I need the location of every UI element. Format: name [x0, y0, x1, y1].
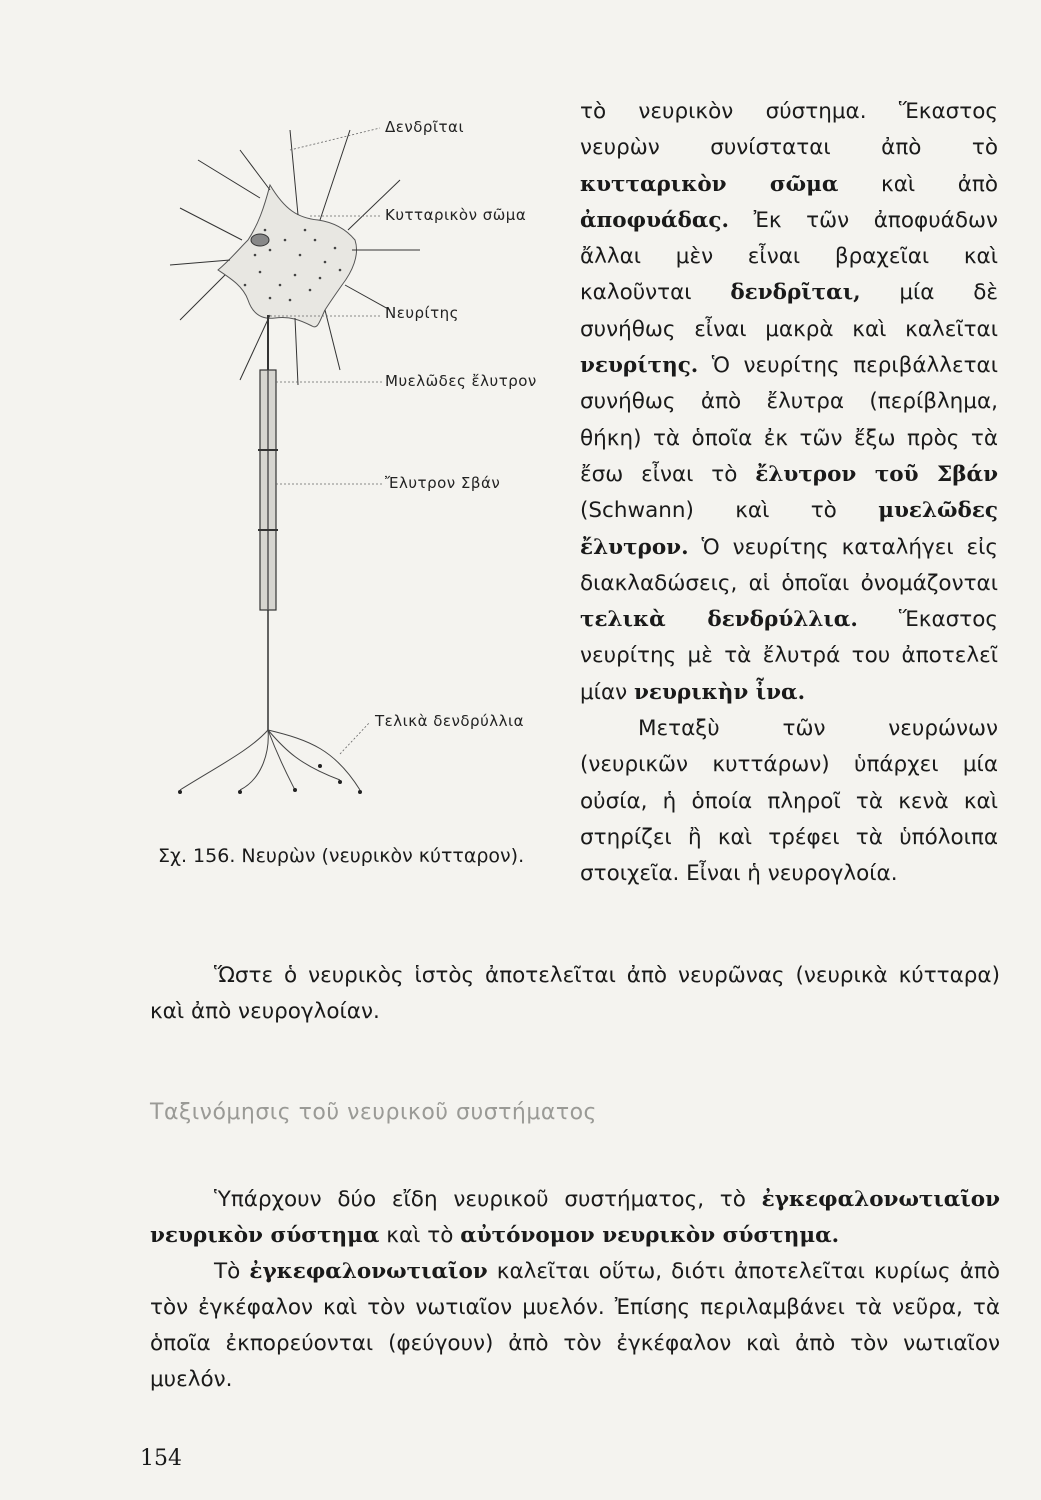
classification-paragraph-1: Ὑπάρχουν δύο εἴδη νευρικοῦ συστήματος, τὸ ἐγκεφαλονωτιαῖον νευρικὸν σύστημα καὶ τὸ αὐτόνομον νευρικὸν σύστημα.: [150, 1187, 1000, 1248]
term-neurite: νευρίτης.: [580, 353, 699, 379]
figure-caption: Σχ. 156. Νευρὼν (νευρικὸν κύτταρον).: [158, 845, 525, 867]
classification-paragraph-2: Τὸ ἐγκεφαλονωτιαῖον καλεῖται οὕτω, διότι ἀποτελεῖται κυρίως ἀπὸ τὸν ἐγκέφαλον καὶ τὸν νωτιαῖον μυελόν. Ἐπίσης περιλαμβάνει τὰ νεῦρα, τὰ ὁποῖα ἐκπορεύονται (φεύγουν) ἀπὸ τὸν ἐγκέφαλον καὶ ἀπὸ τὸν νωτιαῖον μυελόν.: [150, 1259, 1000, 1392]
label-neurite: Νευρίτης: [385, 304, 459, 322]
term-dendrites: δενδρῖται,: [730, 280, 861, 306]
label-myelin-sheath: Μυελῶδες ἔλυτρον: [385, 372, 537, 390]
axon-drawing: [258, 315, 278, 730]
label-terminal-dendrils: Τελικὰ δενδρύλλια: [375, 712, 524, 730]
label-cell-body: Κυτταρικὸν σῶμα: [385, 206, 527, 224]
label-schwann-sheath: Ἔλυτρον Σβάν: [385, 474, 501, 492]
conclusion-block: [150, 958, 1000, 1030]
column-paragraph-2: Μεταξὺ τῶν νευρώνων (νευρικῶν κυττάρων) ὑπάρχει μία οὐσία, ἡ ὁποία πληροῖ τὰ κενὰ καὶ στηρίζει ἢ καὶ τρέφει τὰ ὑπόλοιπα στοιχεῖα. Εἶναι ἡ νευρογλοία.: [580, 716, 998, 887]
term-autonomic-system: αὐτόνομον νευρικὸν σύστημα.: [460, 1223, 840, 1248]
cell-body-drawing: [170, 130, 420, 385]
term-myelin-sheath: μυελῶδες ἔλυτρον.: [580, 498, 998, 560]
term-cerebrospinal-system: ἐγκεφαλονωτιαῖον νευρικὸν σύστημα: [150, 1187, 1000, 1248]
conclusion-paragraph: Ὥστε ὁ νευρικὸς ἱστὸς ἀποτελεῖται ἀπὸ νευρῶνας (νευρικὰ κύτταρα) καὶ ἀπὸ νευρογλοίαν.: [150, 963, 1000, 1024]
nucleus-drawing: [251, 234, 269, 246]
column-paragraph-1: τὸ νευρικὸν σύστημα. Ἕκαστος νευρὼν συνίσταται ἀπὸ τὸ κυτταρικὸν σῶμα καὶ ἀπὸ ἀποφυάδας. Ἐκ τῶν ἀποφυάδων ἄλλαι μὲν εἶναι βραχεῖαι καὶ καλοῦνται δενδρῖται, μία δὲ συνήθως εἶναι μακρὰ καὶ καλεῖται νευρίτης. Ὁ νευρίτης περιβάλλεται συνήθως ἀπὸ ἔλυτρα (περίβλημα, θήκη) τὰ ὁποῖα ἐκ τῶν ἔξω πρὸς τὰ ἔσω εἶναι τὸ ἔλυτρον τοῦ Σβάν (Schwann) καὶ τὸ μυελῶδες ἔλυτρον. Ὁ νευρίτης καταλήγει εἰς διακλαδώσεις, αἱ ὁποῖαι ὀνομάζονται τελικὰ δενδρύλλια. Ἕκαστος νευρίτης μὲ τὰ ἔλυτρά του ἀποτελεῖ μίαν νευρικὴν ἶνα.: [580, 99, 998, 705]
right-column-text: [580, 94, 998, 893]
term-processes: ἀποφυάδας.: [580, 207, 729, 233]
term-cell-body: κυτταρικὸν σῶμα: [580, 171, 839, 197]
term-cerebrospinal: ἐγκεφαλονωτιαῖον: [249, 1259, 488, 1284]
label-dendrites: Δενδρῖται: [385, 118, 465, 136]
classification-block: [150, 1182, 1000, 1398]
section-heading: Ταξινόμησις τοῦ νευρικοῦ συστήματος: [150, 1100, 597, 1125]
neuron-figure: [120, 90, 580, 830]
terminal-dots: [178, 764, 362, 794]
term-nerve-fiber: νευρικὴν ἶνα.: [633, 679, 806, 705]
term-schwann-sheath: ἔλυτρον τοῦ Σβάν: [755, 461, 998, 487]
page-number: 154: [140, 1446, 182, 1471]
term-terminal-dendrils: τελικὰ δενδρύλλια.: [580, 607, 858, 633]
terminal-dendrils-drawing: [180, 730, 360, 790]
